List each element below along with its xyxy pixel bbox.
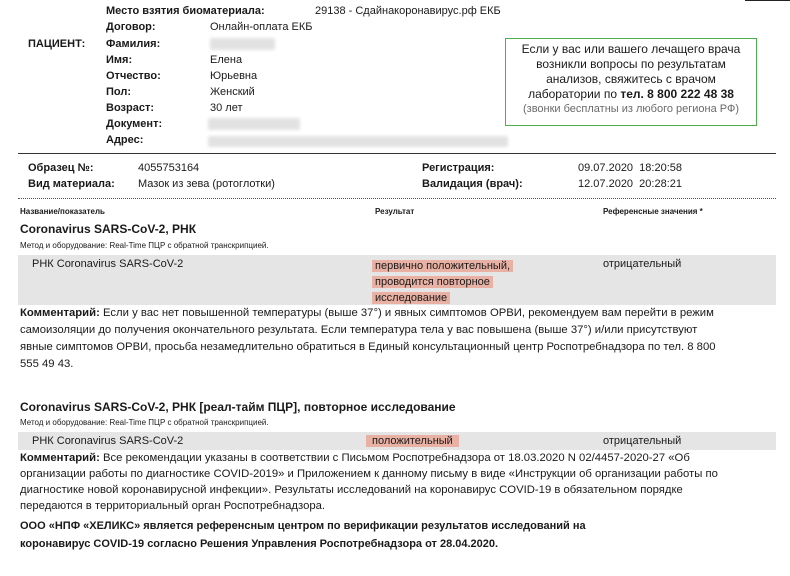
test1-comment-text: Если у вас нет повышенной температуры (выше 37°) и явных симптомов ОРВИ, рекомендуем вам перейти в режим самоизоляции до получения окончательного результата. Если температура тела у вас повышена (выше 37°) и/или присутствуют явные симптомов ОРВИ, просьба незамедлительно обратиться в Единый консультационный центр Роспотребнадзора по тел. 8 800 555 49 43. bbox=[20, 307, 716, 370]
test1-row-name: РНК Coronavirus SARS-CoV-2 bbox=[32, 258, 184, 270]
validation-value: 12.07.2020 20:28:21 bbox=[578, 178, 682, 190]
infobox-line1: Если у вас или вашего лечащего врача bbox=[521, 42, 741, 56]
registration-label: Регистрация: bbox=[422, 162, 495, 174]
test2-row-name: РНК Coronavirus SARS-CoV-2 bbox=[32, 435, 184, 447]
header-name: Название/показатель bbox=[20, 207, 105, 216]
footer-line2: коронавирус COVID-19 согласно Решения Управления Роспотребнадзора от 28.04.2020. bbox=[20, 538, 499, 550]
test1-method: Метод и оборудование: Real-Time ПЦР с обратной транскрипцией. bbox=[20, 241, 269, 250]
test2-result-wrap bbox=[366, 435, 459, 447]
infobox-line5: (звонки бесплатны из любого региона РФ) bbox=[522, 103, 740, 115]
patronymic-value: Юрьевна bbox=[210, 70, 258, 82]
top-right-rule bbox=[745, 0, 790, 4]
surname-label: Фамилия: bbox=[106, 38, 161, 50]
address-redacted bbox=[208, 136, 508, 147]
name-label: Имя: bbox=[106, 54, 133, 66]
test2-comment bbox=[20, 450, 720, 514]
validation-label: Валидация (врач): bbox=[422, 178, 523, 190]
sample-number-value: 4055753164 bbox=[138, 162, 200, 174]
material-value: Мазок из зева (ротоглотки) bbox=[138, 178, 275, 190]
test1-reference: отрицательный bbox=[603, 258, 682, 270]
address-label: Адрес: bbox=[106, 134, 144, 146]
sex-label: Пол: bbox=[106, 86, 132, 98]
test2-title: Coronavirus SARS-CoV-2, РНК [реал-тайм ПЦР], повторное исследование bbox=[20, 400, 456, 414]
material-label: Вид материала: bbox=[28, 178, 115, 190]
sample-number-label: Образец №: bbox=[28, 162, 94, 174]
header-reference: Референсные значения * bbox=[603, 207, 703, 216]
footer-line1: ООО «НПФ «ХЕЛИКС» является референсным центром по верификации результатов исследований на bbox=[20, 520, 586, 532]
document-redacted bbox=[208, 118, 300, 130]
divider-patient bbox=[18, 153, 776, 154]
patronymic-label: Отчество: bbox=[106, 70, 161, 82]
test1-result bbox=[372, 258, 513, 306]
test2-comment-label: Комментарий: bbox=[20, 452, 100, 464]
infobox-line3: анализов, свяжитесь с врачом bbox=[546, 72, 716, 86]
contract-label: Договор: bbox=[106, 21, 156, 33]
registration-value: 09.07.2020 18:20:58 bbox=[578, 162, 682, 174]
test1-result-line2: проводится повторное bbox=[372, 276, 493, 288]
test1-comment bbox=[20, 305, 720, 373]
age-value: 30 лет bbox=[210, 102, 243, 114]
test1-comment-label: Комментарий: bbox=[20, 307, 100, 319]
surname-redacted bbox=[210, 38, 275, 50]
header-result: Результат bbox=[375, 207, 415, 216]
infobox-line2: возникли вопросы по результатам bbox=[536, 57, 726, 71]
test1-result-line1: первично положительный, bbox=[372, 260, 513, 272]
contract-value: Онлайн-оплата ЕКБ bbox=[210, 21, 313, 33]
age-label: Возраст: bbox=[106, 102, 154, 114]
infobox-line4 bbox=[506, 87, 756, 102]
patient-section-label: ПАЦИЕНТ: bbox=[28, 38, 86, 50]
test2-comment-text: Все рекомендации указаны в соответствии с Письмом Роспотребнадзора от 18.03.2020 N 02/4457-2020-27 «Об организации работы по диагностике COVID-2019» и Приложением к данному письму в виде «Инструкции об организации работы по диагностике новой коронавирусной инфекции». Результаты исследований на коронавирус COVID-19 в обязательном порядке передаются в территориальный орган Роспотребнадзора. bbox=[20, 452, 718, 512]
test1-title: Coronavirus SARS-CoV-2, РНК bbox=[20, 222, 197, 236]
test2-result: положительный bbox=[366, 435, 459, 447]
infobox-phone: тел. 8 800 222 48 38 bbox=[620, 87, 734, 101]
test1-result-line3: исследование bbox=[372, 292, 450, 304]
test2-reference: отрицательный bbox=[603, 435, 682, 447]
test2-method: Метод и оборудование: Real-Time ПЦР с обратной транскрипцией. bbox=[20, 418, 269, 427]
name-value: Елена bbox=[210, 54, 243, 66]
biomaterial-value: 29138 - Сдайнакоронавирус.рф ЕКБ bbox=[315, 5, 501, 17]
contact-doctor-box bbox=[505, 38, 757, 126]
infobox-line4-prefix: лаборатории по bbox=[528, 87, 621, 101]
sex-value: Женский bbox=[210, 86, 255, 98]
document-label: Документ: bbox=[106, 118, 163, 130]
biomaterial-label: Место взятия биоматериала: bbox=[106, 5, 265, 17]
divider-sample bbox=[18, 198, 776, 199]
